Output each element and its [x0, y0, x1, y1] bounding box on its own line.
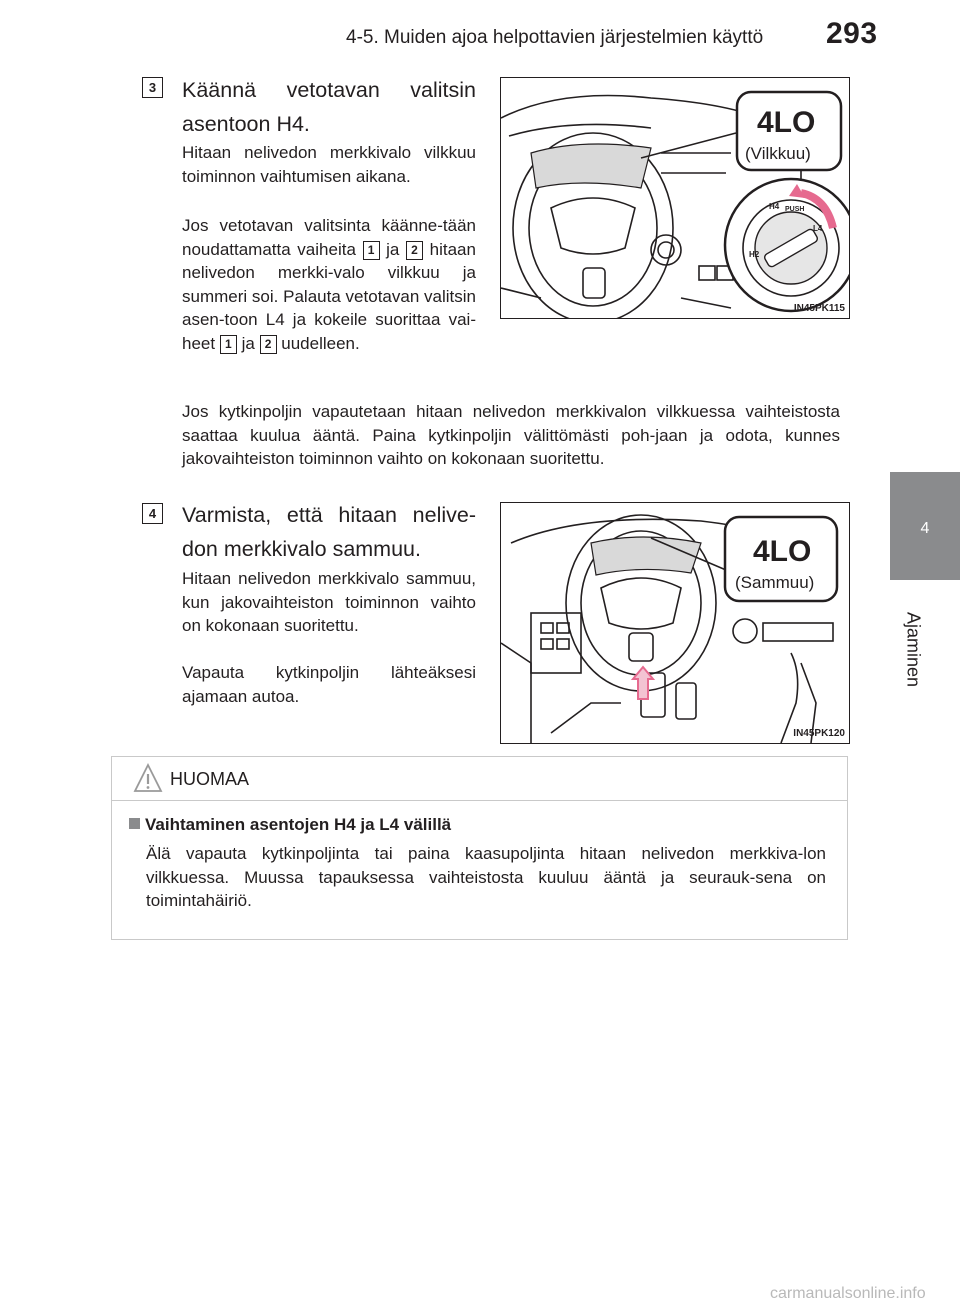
caution-subheading-text: Vaihtaminen asentojen H4 ja L4 välillä	[145, 815, 452, 834]
step3-paragraph-2	[182, 214, 476, 355]
illustration-code: IN45PK120	[793, 728, 845, 739]
illustration-4lo-off	[500, 502, 850, 744]
callout-status-flashing: (Vilkkuu)	[745, 144, 811, 163]
dial-label-l4: L4	[813, 224, 823, 233]
callout-4lo: 4LO	[753, 535, 812, 568]
step4-paragraph-1: Hitaan nelivedon merkkivalo sammuu, kun jakovaihteiston toiminnon vaihto on kokonaan suoritettu.	[182, 569, 476, 635]
chapter-number: 4	[920, 520, 930, 537]
step-reference-2: 2	[406, 241, 423, 260]
step3-paragraph-1: Hitaan nelivedon merkkivalo vilkkuu toiminnon vaihtumisen aikana.	[182, 143, 476, 186]
step3-paragraph-2-text-e: uudelleen.	[281, 333, 360, 353]
step-reference-1: 1	[363, 241, 380, 260]
step3-paragraph-2-text-b: ja	[386, 239, 400, 259]
caution-text: Älä vapauta kytkinpoljinta tai paina kaasupoljinta hitaan nelivedon merkkiva-lon vilkkuessa. Muussa tapauksessa vaihteistosta kuuluu ääntä ja seurauk-sena on toimintahäiriö.	[146, 844, 826, 910]
dial-label-h2: H2	[749, 250, 760, 259]
step3-paragraph-2-text-a: Jos vetotavan valitsinta käänne-tään noudattamatta vaiheita	[182, 216, 476, 259]
dial-label-h4: H4	[769, 202, 780, 211]
step-number-3: 3	[142, 77, 163, 98]
warning-triangle-icon	[133, 762, 163, 794]
step3-paragraph-2-text-d: ja	[241, 333, 255, 353]
step3-paragraph-2-text-c: hitaan nelivedon merkki-valo vilkkuu ja summeri soi. Palauta vetotavan valitsin asen-toon L4 ja kokeile suorittaa vai-heet	[182, 239, 476, 353]
caution-subheading	[129, 815, 451, 835]
chapter-label: Ajaminen	[903, 612, 924, 688]
callout-status-off: (Sammuu)	[735, 573, 815, 592]
watermark: carmanualsonline.info	[770, 1285, 926, 1302]
caution-header	[112, 757, 847, 801]
step3-heading: Käännä vetotavan valitsin asentoon H4.	[182, 78, 476, 136]
step-reference-1b: 1	[220, 335, 237, 354]
illustration-code: IN45PK115	[793, 303, 845, 314]
dial-label-push: PUSH	[785, 206, 805, 213]
callout-4lo: 4LO	[757, 106, 816, 139]
step4-paragraph-2: Vapauta kytkinpoljin lähteäksesi ajamaan autoa.	[182, 663, 476, 706]
step-reference-2b: 2	[260, 335, 277, 354]
caution-title: HUOMAA	[170, 769, 250, 789]
page-number: 293	[826, 17, 878, 50]
caution-box	[111, 756, 848, 940]
illustration-4lo-flashing	[500, 77, 850, 319]
section-title: 4-5. Muiden ajoa helpottavien järjestelmien käyttö	[346, 27, 764, 48]
step3-paragraph-3: Jos kytkinpoljin vapautetaan hitaan nelivedon merkkivalon vilkkuessa vaihteistosta saattaa kuulua ääntä. Paina kytkinpoljin välittömästi poh-jaan ja odota, kunnes jakovaihteiston toiminnon vaihto on kokonaan suoritettu.	[182, 402, 840, 468]
bullet-square-icon	[129, 818, 140, 829]
step4-heading: Varmista, että hitaan nelive-don merkkivalo sammuu.	[182, 503, 476, 561]
step-number-4: 4	[142, 503, 163, 524]
